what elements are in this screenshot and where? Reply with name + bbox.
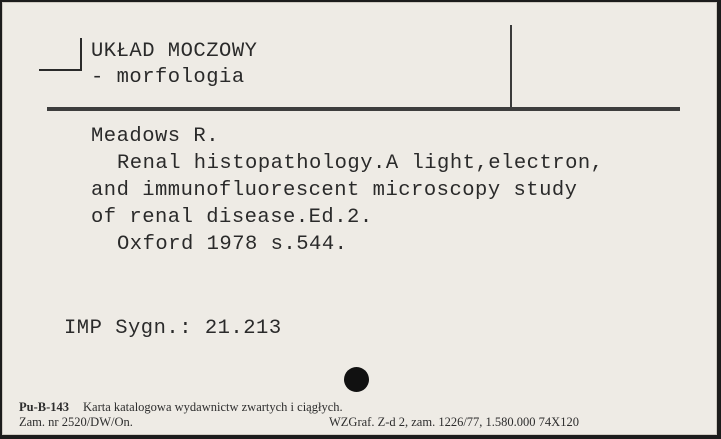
header-tick-rule bbox=[39, 69, 81, 71]
form-code: Pu-B-143 bbox=[19, 400, 69, 414]
form-description: Karta katalogowa wydawnictw zwartych i ciągłych. bbox=[83, 400, 343, 414]
header-divider bbox=[47, 107, 680, 111]
subject-heading: UKŁAD MOCZOWY bbox=[91, 40, 258, 63]
punch-hole bbox=[344, 367, 369, 392]
subject-subdivision: - morfologia bbox=[91, 66, 245, 89]
entry-title-line-1: Renal histopathology.A light,electron, bbox=[117, 152, 604, 175]
catalog-card bbox=[2, 2, 717, 435]
entry-author: Meadows R. bbox=[91, 125, 220, 148]
entry-imprint: Oxford 1978 s.544. bbox=[117, 233, 348, 256]
header-right-rule bbox=[510, 25, 512, 107]
call-number: IMP Sygn.: 21.213 bbox=[64, 317, 282, 340]
order-number: Zam. nr 2520/DW/On. bbox=[19, 415, 133, 429]
entry-title-line-2: and immunofluorescent microscopy study bbox=[91, 179, 578, 202]
header-vertical-rule bbox=[80, 38, 82, 71]
printer-info: WZGraf. Z-d 2, zam. 1226/77, 1.580.000 74X120 bbox=[329, 415, 579, 429]
entry-title-line-3: of renal disease.Ed.2. bbox=[91, 206, 373, 229]
